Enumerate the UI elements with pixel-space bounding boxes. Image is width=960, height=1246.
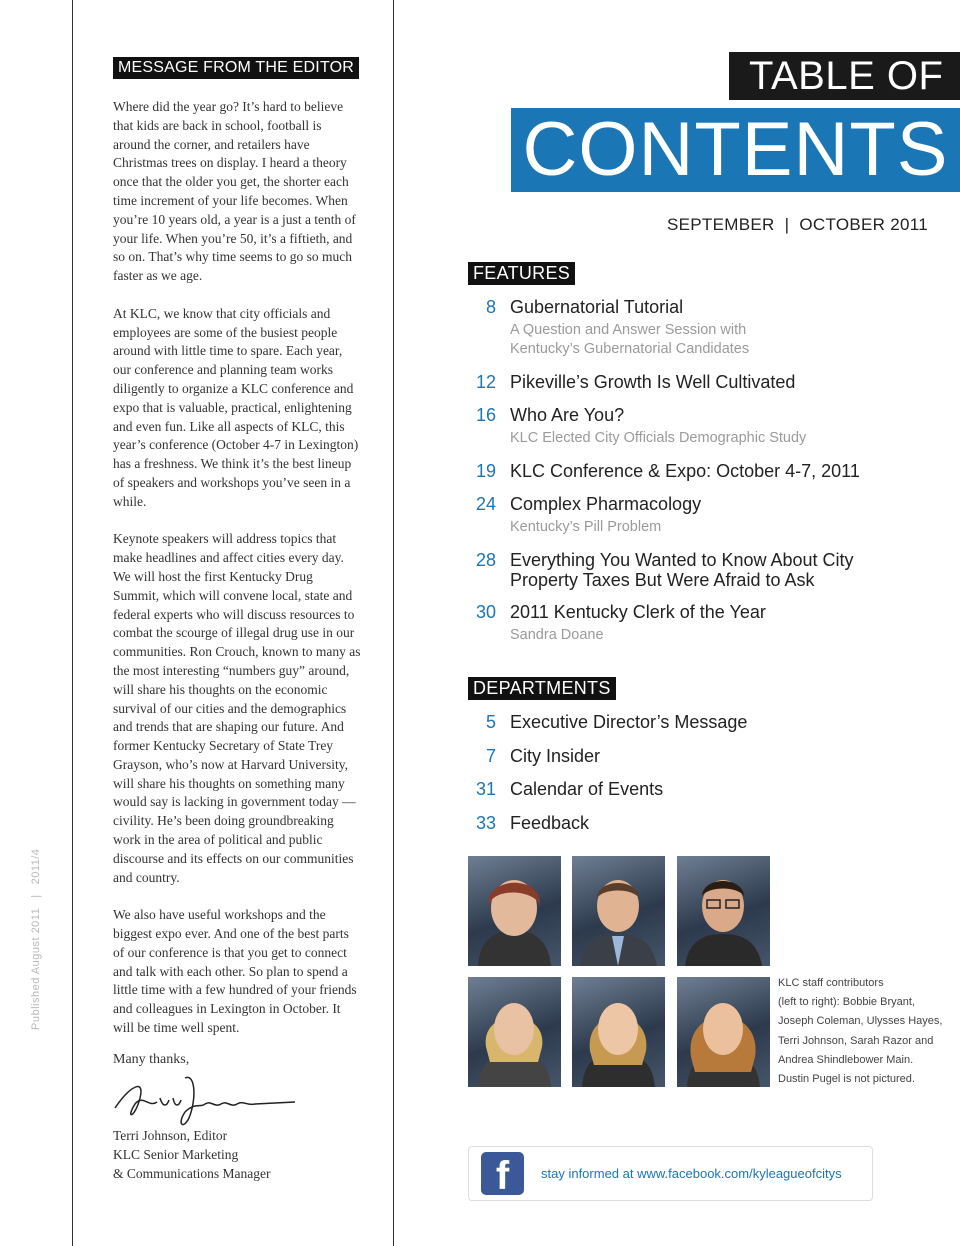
caption-line: Joseph Coleman, Ulysses Hayes, <box>778 1015 943 1028</box>
photo-caption <box>778 974 953 1089</box>
column-rule <box>393 0 394 1246</box>
published-date: Published August 2011 <box>30 907 42 1030</box>
caption-line: Andrea Shindlebower Main. <box>778 1053 914 1066</box>
entry-title: Gubernatorial Tutorial <box>510 297 684 317</box>
page-number: 7 <box>485 746 496 766</box>
page-number: 5 <box>485 712 496 732</box>
entry-title: City Insider <box>510 746 601 766</box>
facebook-link[interactable] <box>468 1146 873 1201</box>
staff-photo <box>572 856 665 966</box>
caption-line: (left to right): Bobbie Bryant, <box>778 996 915 1009</box>
left-rule <box>72 0 73 1246</box>
entry-subtitle: A Question and Answer Session with <box>510 322 747 338</box>
caption-line: Dustin Pugel is not pictured. <box>778 1073 915 1086</box>
entry-title: Pikeville’s Growth Is Well Cultivated <box>510 372 796 392</box>
editor-heading: MESSAGE FROM THE EDITOR <box>113 57 359 79</box>
entry-title: 2011 Kentucky Clerk of the Year <box>510 602 766 622</box>
entry-title-line2: Property Taxes But Were Afraid to Ask <box>510 570 815 590</box>
editor-paragraph: Keynote speakers will address topics that make headlines and affect cities every day. We will host the first Kentucky Drug Summit, which will convene local, state and federal experts who will discuss resources to combat the scourge of illegal drug use in our communities. Ron Crouch, known to many as the most interesting “numbers guy” around, will share his thoughts on the economic survival of our cities and the demographics and trends that are shaping our future. And former Kentucky Secretary of State Trey Grayson, who’s now at Harvard University, will share his thoughts on something many would say is lacking in government today — civility. He’s been doing groundbreaking work in the area of political and public discourse and its effects on our communities and country. <box>113 531 361 885</box>
page-number: 16 <box>475 405 496 425</box>
masthead-line2: CONTENTS <box>511 108 960 192</box>
staff-photo <box>677 856 770 966</box>
editor-paragraph: We also have useful workshops and the biggest expo ever. And one of the best parts of our conference is that you get to connect and talk with each other. So plan to spend a little time with a few hundred of your friends and colleagues in Lexington in October. It will be time well spent. <box>113 907 357 1036</box>
staff-photo <box>468 977 561 1087</box>
facebook-text: stay informed at www.facebook.com/kyleagueofcitys <box>541 1166 842 1181</box>
caption-line: KLC staff contributors <box>778 977 884 989</box>
page-number: 31 <box>475 779 496 799</box>
issue-code: 2011/4 <box>30 848 42 885</box>
staff-photo <box>677 977 770 1087</box>
entry-subtitle: KLC Elected City Officials Demographic Study <box>510 430 807 446</box>
editor-paragraph: Where did the year go? It’s hard to believe that kids are back in school, football is around the corner, and retailers have Christmas trees on display. I heard a theory once that the older you get, the shorter each time increment of your life becomes. When you’re 10 years old, a year is a just a tenth of your life. When you’re 50, it’s a fiftieth, and so on. That’s why time seems to go so much faster as we age. <box>113 99 356 284</box>
entry-subtitle: Kentucky’s Gubernatorial Candidates <box>510 341 750 357</box>
entry-title: Complex Pharmacology <box>510 494 702 514</box>
page-number: 30 <box>475 602 496 622</box>
page-number: 12 <box>475 372 496 392</box>
page-number: 24 <box>475 494 496 514</box>
signer-title: KLC Senior Marketing <box>113 1146 239 1162</box>
page-number: 33 <box>475 813 496 833</box>
departments-heading: DEPARTMENTS <box>468 677 616 700</box>
entry-title: Everything You Wanted to Know About City <box>510 550 854 570</box>
publication-note: Published August 2011|2011/4 <box>30 848 42 1030</box>
signer-block <box>113 1127 270 1183</box>
signer-title: & Communications Manager <box>113 1165 271 1181</box>
issue-date: SEPTEMBER | OCTOBER 2011 <box>667 215 928 234</box>
page-number: 19 <box>475 461 496 481</box>
editor-paragraph: At KLC, we know that city officials and employees are some of the busiest people around with little time to spare. Each year, our conference and planning team works diligently to organize a KLC conference and expo that is valuable, practical, enlightening and even fun. Like all aspects of KLC, this year’s conference (October 4-7 in Lexington) has a freshness. We think it’s the best lineup of speakers and workshops you’ve seen in a while. <box>113 305 359 509</box>
signer-name: Terri Johnson, Editor <box>113 1128 228 1143</box>
editor-letter <box>113 98 361 1057</box>
staff-photo <box>468 856 561 966</box>
entry-title: Executive Director’s Message <box>510 712 748 732</box>
entry-subtitle: Kentucky’s Pill Problem <box>510 519 662 535</box>
closing: Many thanks, <box>113 1052 190 1067</box>
entry-title: KLC Conference & Expo: October 4-7, 2011 <box>510 461 860 481</box>
entry-subtitle: Sandra Doane <box>510 627 604 643</box>
entry-title: Calendar of Events <box>510 779 664 799</box>
staff-photo <box>572 977 665 1087</box>
facebook-icon: f <box>481 1152 524 1195</box>
masthead-line1: TABLE OF <box>729 52 960 100</box>
caption-line: Terri Johnson, Sarah Razor and <box>778 1034 934 1047</box>
page-number: 28 <box>475 550 496 570</box>
entry-title: Who Are You? <box>510 405 625 425</box>
entry-title: Feedback <box>510 813 590 833</box>
page-number: 8 <box>485 297 496 317</box>
features-heading: FEATURES <box>468 262 575 285</box>
